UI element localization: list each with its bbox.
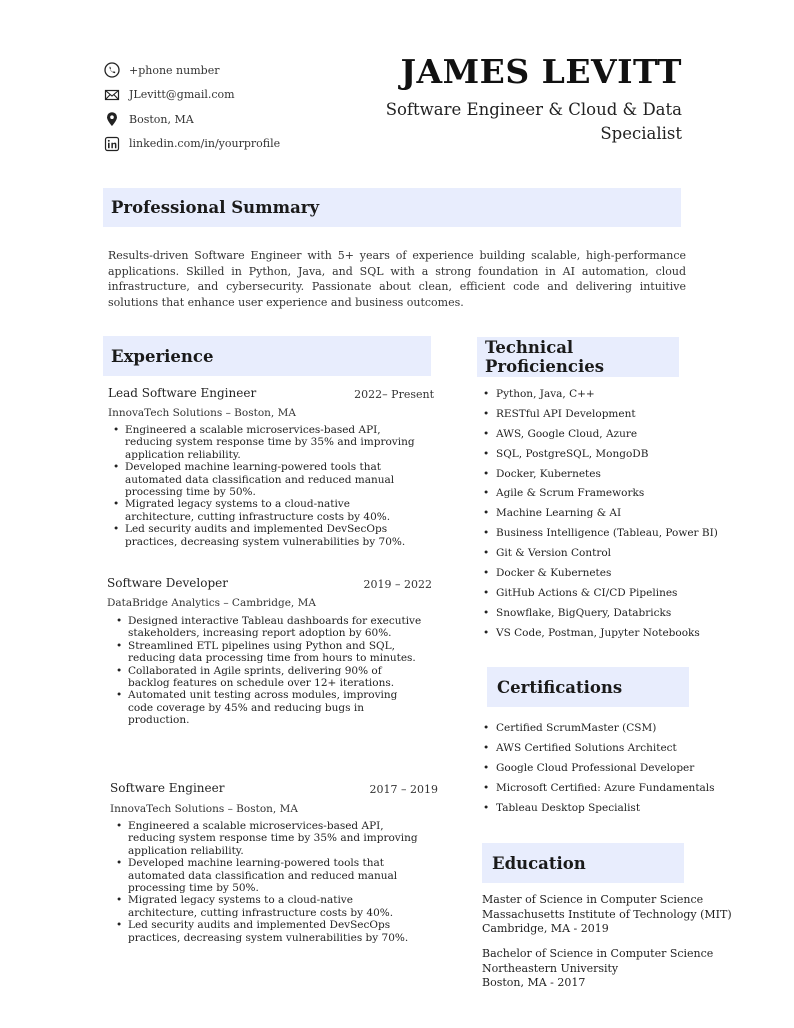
list-item: • Microsoft Certified: Azure Fundamentals [482,781,715,801]
candidate-name: JAMES LEVITT [400,52,682,91]
contact-location [103,107,280,132]
list-item: • SQL, PostgreSQL, MongoDB [482,447,718,467]
certifications-heading-band [487,667,689,707]
job-title: Lead Software Engineer [108,386,257,400]
education-heading-band [482,843,684,883]
job-bullets [111,424,421,548]
list-item: • Snowflake, BigQuery, Databricks [482,606,718,626]
education-entry [482,947,713,991]
summary-heading-band [103,188,681,227]
summary-heading: Professional Summary [111,198,320,217]
list-item: • Docker, Kubernetes [482,467,718,487]
location-pin-icon [103,111,120,128]
education-entry [482,893,732,937]
list-item: • Engineered a scalable microservices-based API, reducing system response time by 35% and improving application reliability. [114,820,424,857]
summary-text: Results-driven Software Engineer with 5+ years of experience building scalable, high-performance applications. Skilled in Python, Java, and SQL with a strong foundation in AI automation, cloud infrastructure, and cybersecurity. Passionate about clean, efficient code and delivering intuitive solutions that enhance user experience and business outcomes. [108,249,686,309]
list-item: • AWS, Google Cloud, Azure [482,427,718,447]
skills-heading-band [477,337,679,377]
skills-heading: Technical Proficiencies [485,338,605,376]
job-dates: 2022– Present [354,388,434,401]
place-year: Cambridge, MA - 2019 [482,922,609,936]
job-title: Software Developer [107,576,228,590]
contact-info [103,58,280,156]
list-item: • AWS Certified Solutions Architect [482,741,715,761]
phone-text: +phone number [129,63,220,77]
list-item: • Docker & Kubernetes [482,566,718,586]
contact-phone [103,58,280,83]
list-item: • Git & Version Control [482,546,718,566]
list-item: • Python, Java, C++ [482,387,718,407]
email-link[interactable]: JLevitt@gmail.com [129,88,235,102]
contact-email [103,83,280,108]
list-item: • Certified ScrumMaster (CSM) [482,721,715,741]
job-dates: 2017 – 2019 [369,783,438,796]
list-item: • Tableau Desktop Specialist [482,801,715,821]
list-item: • Agile & Scrum Frameworks [482,486,718,506]
list-item: • VS Code, Postman, Jupyter Notebooks [482,626,718,646]
location-text: Boston, MA [129,112,194,126]
education-heading: Education [492,853,586,873]
experience-heading: Experience [111,346,214,366]
list-item: • Led security audits and implemented DevSecOps practices, decreasing system vulnerabilities by 70%. [114,919,424,944]
school: Massachusetts Institute of Technology (MIT) [482,907,732,921]
list-item: • Migrated legacy systems to a cloud-native architecture, cutting infrastructure costs by 40%. [111,498,421,523]
mail-icon [103,86,120,103]
job-dates: 2019 – 2022 [363,578,432,591]
list-item: • Google Cloud Professional Developer [482,761,715,781]
school: Northeastern University [482,961,619,975]
candidate-role: Software Engineer & Cloud & Data Specialist [385,100,682,143]
linkedin-link[interactable]: linkedin.com/in/yourprofile [129,137,281,151]
certifications-list [482,721,715,820]
job-title: Software Engineer [110,781,225,795]
list-item: • Migrated legacy systems to a cloud-native architecture, cutting infrastructure costs by 40%. [114,894,424,919]
linkedin-icon [103,135,120,152]
list-item: • Designed interactive Tableau dashboards for executive stakeholders, increasing report adoption by 60%. [114,615,424,640]
certifications-heading: Certifications [497,677,623,697]
list-item: • Automated unit testing across modules, improving code coverage by 45% and reducing bugs in production. [114,689,424,726]
list-item: • Collaborated in Agile sprints, delivering 90% of backlog features on schedule over 12+ iterations. [114,665,424,690]
list-item: • RESTful API Development [482,407,718,427]
experience-heading-band [103,336,431,376]
contact-linkedin [103,132,280,157]
list-item: • GitHub Actions & CI/CD Pipelines [482,586,718,606]
degree: Bachelor of Science in Computer Science [482,947,714,960]
list-item: • Streamlined ETL pipelines using Python and SQL, reducing data processing time from hours to minutes. [114,640,424,665]
list-item: • Developed machine learning-powered tools that automated data classification and reduced manual processing time by 50%. [114,857,424,894]
list-item: • Business Intelligence (Tableau, Power BI) [482,526,718,546]
phone-icon [103,62,120,79]
job-bullets [114,615,424,727]
job-company: DataBridge Analytics – Cambridge, MA [107,597,316,609]
job-bullets [114,820,424,944]
job-company: InnovaTech Solutions – Boston, MA [108,407,296,419]
list-item: • Developed machine learning-powered tools that automated data classification and reduced manual processing time by 50%. [111,461,421,498]
skills-list [482,387,718,646]
place-year: Boston, MA - 2017 [482,976,586,990]
degree: Master of Science in Computer Science [482,893,704,906]
job-company: InnovaTech Solutions – Boston, MA [110,803,298,815]
list-item: • Led security audits and implemented DevSecOps practices, decreasing system vulnerabilities by 70%. [111,523,421,548]
list-item: • Machine Learning & AI [482,506,718,526]
list-item: • Engineered a scalable microservices-based API, reducing system response time by 35% and improving application reliability. [111,424,421,461]
